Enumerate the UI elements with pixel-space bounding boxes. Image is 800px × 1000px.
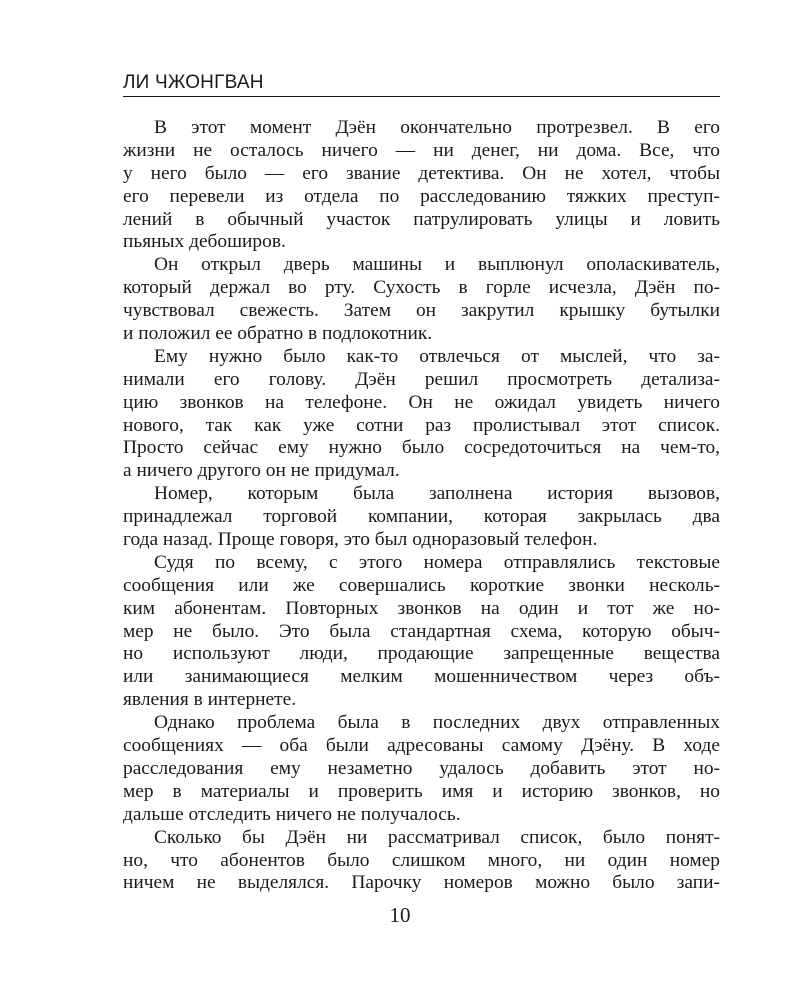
text-line: принадлежал торговой компании, которая закрылась два bbox=[123, 506, 720, 528]
text-line: или занимающиеся мелким мошенничеством через объ- bbox=[123, 666, 720, 688]
running-header bbox=[123, 70, 720, 97]
text-line: ким абонентам. Повторных звонков на один и тот же но- bbox=[123, 597, 720, 619]
body-text bbox=[123, 117, 720, 895]
paragraph bbox=[123, 254, 720, 346]
page-number: 10 bbox=[389, 903, 411, 927]
text-line: пьяных дебоширов. bbox=[123, 231, 286, 253]
text-line: Сколько бы Дэён ни рассматривал список, было понят- bbox=[154, 826, 720, 848]
text-line: года назад. Проще говоря, это был одноразовый телефон. bbox=[123, 529, 598, 551]
running-header-title: ЛИ ЧЖОНГВАН bbox=[123, 72, 264, 93]
text-line: и положил ее обратно в подлокотник. bbox=[123, 323, 433, 345]
text-line: В этот момент Дэён окончательно протрезвел. В его bbox=[154, 117, 720, 138]
text-line: Он открыл дверь машины и выплюнул ополаскиватель, bbox=[154, 254, 720, 276]
text-line: дальше отследить ничего не получалось. bbox=[123, 803, 461, 825]
text-line: сообщениях — оба были адресованы самому Дэёну. В ходе bbox=[123, 735, 720, 757]
text-line: Номер, которым была заполнена история вызовов, bbox=[154, 483, 720, 505]
paragraph bbox=[123, 827, 720, 896]
text-line: Просто сейчас ему нужно было сосредоточиться на чем-то, bbox=[123, 437, 720, 459]
paragraph bbox=[123, 117, 720, 254]
text-line: нимали его голову. Дэён решил просмотреть детализа- bbox=[123, 368, 720, 390]
text-line: лений в обычный участок патрулировать улицы и ловить bbox=[123, 208, 720, 230]
text-line: нового, так как уже сотни раз пролистывал этот список. bbox=[123, 414, 720, 436]
text-line: его перевели из отдела по расследованию тяжких преступ- bbox=[123, 185, 720, 207]
text-line: а ничего другого он не придумал. bbox=[123, 460, 400, 482]
text-line: сообщения или же совершались короткие звонки несколь- bbox=[123, 574, 720, 596]
text-line: который держал во рту. Сухость в горле исчезла, Дэён по- bbox=[123, 277, 720, 299]
text-line: Судя по всему, с этого номера отправлялись текстовые bbox=[154, 551, 720, 573]
text-line: расследования ему незаметно удалось добавить этот но- bbox=[123, 757, 720, 779]
text-line: жизни не осталось ничего — ни денег, ни дома. Все, что bbox=[123, 139, 720, 161]
text-line: явления в интернете. bbox=[123, 689, 297, 711]
text-line: Ему нужно было как-то отвлечься от мыслей, что за- bbox=[154, 345, 720, 367]
text-line: Однако проблема была в последних двух отправленных bbox=[154, 712, 720, 734]
paragraph bbox=[123, 552, 720, 712]
text-line: у него было — его звание детектива. Он не хотел, чтобы bbox=[123, 162, 720, 184]
paragraph bbox=[123, 712, 720, 826]
paragraph bbox=[123, 346, 720, 483]
paragraph bbox=[123, 483, 720, 552]
text-line: чувствовал свежесть. Затем он закрутил крышку бутылки bbox=[123, 300, 720, 322]
text-line: но используют люди, продающие запрещенные вещества bbox=[123, 643, 720, 665]
text-line: мер не было. Это была стандартная схема, которую обыч- bbox=[123, 620, 720, 642]
text-line: ничем не выделялся. Парочку номеров можно было запи- bbox=[123, 872, 720, 894]
text-line: мер в материалы и проверить имя и историю звонков, но bbox=[123, 780, 720, 802]
text-line: но, что абонентов было слишком много, ни один номер bbox=[123, 849, 720, 871]
text-line: цию звонков на телефоне. Он не ожидал увидеть ничего bbox=[123, 391, 720, 413]
